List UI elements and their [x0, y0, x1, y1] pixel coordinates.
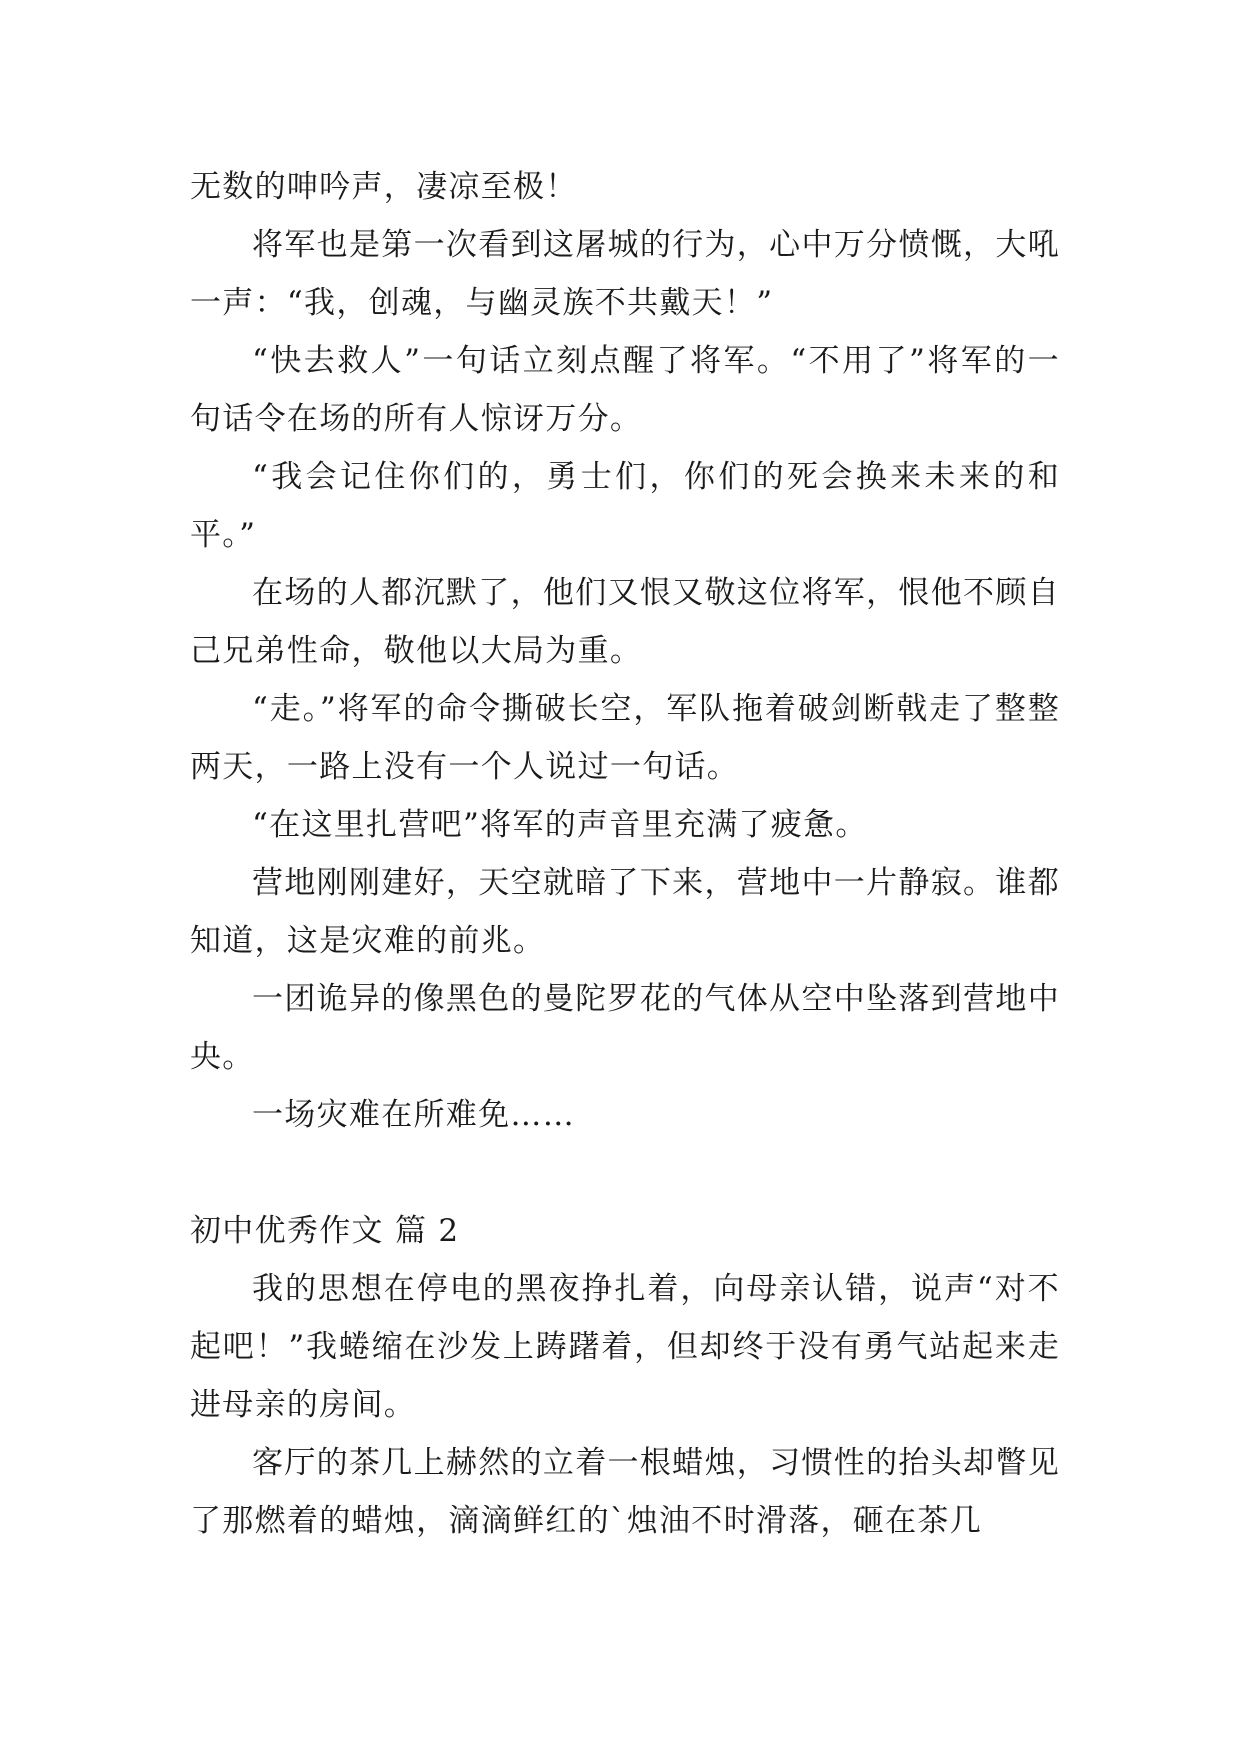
paragraph: 一场灾难在所难免……	[252, 1097, 575, 1133]
section-spacer	[190, 1144, 1060, 1202]
paragraph-continuation: 无数的呻吟声，凄凉至极！	[190, 169, 578, 205]
paragraph: 客厅的茶几上赫然的立着一根蜡烛，习惯性的抬头却瞥见了那燃着的蜡烛，滴滴鲜红的`烛油不时滑落，砸在茶几	[190, 1445, 1060, 1539]
paragraph: “走。”将军的命令撕破长空，军队拖着破剑断戟走了整整两天，一路上没有一个人说过一句话。	[190, 691, 1060, 785]
document-page	[190, 158, 1060, 1550]
paragraph: 将军也是第一次看到这屠城的行为，心中万分愤慨，大吼一声：“我，创魂，与幽灵族不共戴天！”	[190, 227, 1060, 321]
paragraph: 营地刚刚建好，天空就暗了下来，营地中一片静寂。谁都知道，这是灾难的前兆。	[190, 865, 1060, 959]
paragraph: 一团诡异的像黑色的曼陀罗花的气体从空中坠落到营地中央。	[190, 981, 1060, 1075]
paragraph: “在这里扎营吧”将军的声音里充满了疲惫。	[252, 807, 868, 843]
paragraph: 在场的人都沉默了，他们又恨又敬这位将军，恨他不顾自己兄弟性命，敬他以大局为重。	[190, 575, 1060, 669]
section-heading: 初中优秀作文 篇 2	[190, 1213, 460, 1249]
paragraph: “我会记住你们的，勇士们，你们的死会换来未来的和平。”	[190, 459, 1060, 553]
paragraph: “快去救人”一句话立刻点醒了将军。“不用了”将军的一句话令在场的所有人惊讶万分。	[190, 343, 1060, 437]
paragraph: 我的思想在停电的黑夜挣扎着，向母亲认错，说声“对不起吧！”我蜷缩在沙发上踌躇着，但却终于没有勇气站起来走进母亲的房间。	[190, 1271, 1060, 1423]
